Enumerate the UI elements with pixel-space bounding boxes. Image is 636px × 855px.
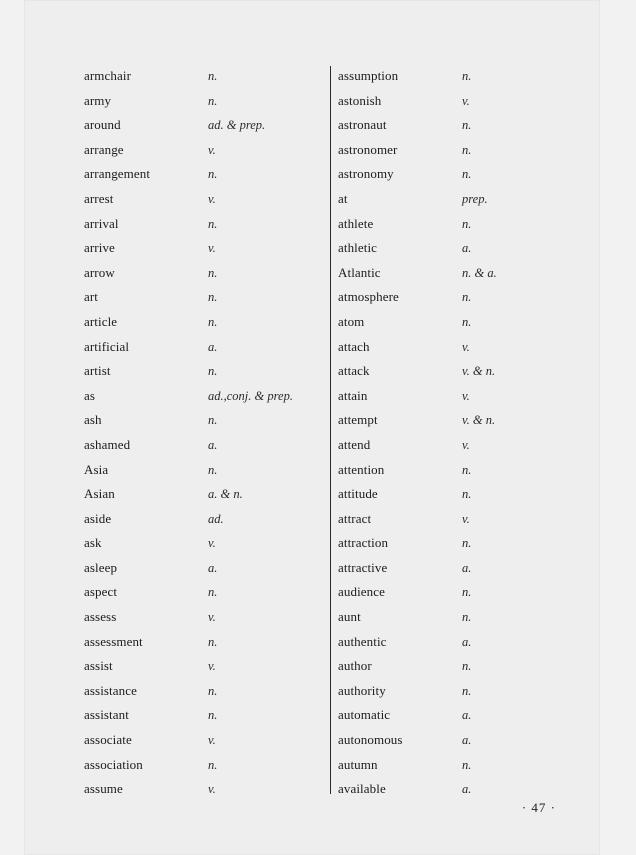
- word-entry: [338, 187, 588, 212]
- word-entry: [84, 187, 334, 212]
- headword: army: [84, 92, 112, 108]
- word-entry: [84, 162, 334, 187]
- part-of-speech: n.: [462, 69, 472, 83]
- word-entry: [84, 507, 334, 532]
- part-of-speech: n.: [462, 487, 472, 502]
- word-entry: [338, 212, 588, 237]
- part-of-speech: prep.: [462, 191, 488, 206]
- part-of-speech: ad.,conj. & prep.: [208, 388, 293, 403]
- headword: arrow: [84, 264, 115, 280]
- word-entry: [338, 335, 588, 360]
- word-entry: [84, 89, 334, 114]
- headword: autonomous: [338, 732, 403, 748]
- part-of-speech: n.: [208, 364, 218, 379]
- word-entry: [338, 458, 588, 483]
- part-of-speech: n.: [208, 167, 218, 182]
- headword: assessment: [84, 633, 143, 649]
- part-of-speech: n. & a.: [462, 265, 497, 280]
- word-entry: [338, 113, 588, 138]
- part-of-speech: v.: [462, 93, 470, 108]
- word-entry: [84, 408, 334, 433]
- word-entry: [338, 531, 588, 556]
- headword: ask: [84, 535, 102, 551]
- headword: astronaut: [338, 117, 387, 133]
- part-of-speech: n.: [462, 683, 472, 698]
- part-of-speech: n.: [462, 585, 472, 600]
- word-entry: [84, 753, 334, 778]
- word-entry: [84, 458, 334, 483]
- word-entry: [338, 408, 588, 433]
- word-entry: [338, 162, 588, 187]
- part-of-speech: a.: [208, 339, 218, 354]
- headword: attention: [338, 461, 385, 477]
- headword: article: [84, 313, 118, 329]
- word-entry: [84, 728, 334, 753]
- part-of-speech: a.: [462, 241, 472, 256]
- headword: artificial: [84, 338, 130, 354]
- word-entry: [338, 753, 588, 778]
- headword: Atlantic: [338, 264, 381, 280]
- headword: around: [84, 117, 121, 133]
- word-entry: [84, 384, 334, 409]
- word-entry: [338, 285, 588, 310]
- headword: assistant: [84, 707, 129, 723]
- part-of-speech: n.: [208, 290, 218, 305]
- part-of-speech: v.: [208, 610, 216, 625]
- headword: associate: [84, 732, 132, 748]
- headword: astronomy: [338, 166, 394, 182]
- headword: aside: [84, 510, 112, 526]
- word-entry: [338, 261, 588, 286]
- part-of-speech: n.: [208, 216, 218, 231]
- part-of-speech: n.: [208, 413, 218, 428]
- word-entry: [84, 605, 334, 630]
- headword: arrival: [84, 215, 119, 231]
- headword: automatic: [338, 707, 391, 723]
- headword: armchair: [84, 68, 131, 83]
- headword: aunt: [338, 609, 361, 625]
- part-of-speech: v.: [462, 511, 470, 526]
- headword: assist: [84, 658, 113, 674]
- part-of-speech: v.: [208, 241, 216, 256]
- word-entry: [84, 531, 334, 556]
- headword: authentic: [338, 633, 387, 649]
- headword: attractive: [338, 559, 388, 575]
- headword: athletic: [338, 240, 378, 256]
- word-entry: [338, 605, 588, 630]
- word-entry: [338, 89, 588, 114]
- headword: asleep: [84, 559, 118, 575]
- part-of-speech: v.: [208, 782, 216, 797]
- part-of-speech: v. & n.: [462, 364, 496, 379]
- part-of-speech: v.: [208, 733, 216, 748]
- headword: aspect: [84, 584, 118, 600]
- word-entry: [84, 777, 334, 802]
- part-of-speech: a.: [462, 634, 472, 649]
- part-of-speech: n.: [462, 216, 472, 231]
- word-entry: [84, 556, 334, 581]
- part-of-speech: n.: [208, 585, 218, 600]
- word-list-right: [338, 64, 588, 802]
- headword: ashamed: [84, 436, 131, 452]
- word-entry: [84, 261, 334, 286]
- part-of-speech: v.: [208, 659, 216, 674]
- word-entry: [84, 138, 334, 163]
- word-entry: [84, 310, 334, 335]
- part-of-speech: n.: [462, 167, 472, 182]
- word-entry: [338, 64, 588, 89]
- word-entry: [84, 703, 334, 728]
- word-entry: [84, 335, 334, 360]
- word-entry: [338, 777, 588, 802]
- part-of-speech: n.: [208, 757, 218, 772]
- word-entry: [84, 580, 334, 605]
- headword: attack: [338, 363, 370, 379]
- word-entry: [84, 433, 334, 458]
- part-of-speech: n.: [208, 69, 218, 83]
- word-list-left: [84, 64, 334, 802]
- word-entry: [338, 384, 588, 409]
- part-of-speech: n.: [208, 93, 218, 108]
- part-of-speech: v.: [462, 388, 470, 403]
- part-of-speech: v. & n.: [462, 413, 496, 428]
- word-entry: [338, 310, 588, 335]
- headword: available: [338, 781, 386, 797]
- word-entry: [338, 654, 588, 679]
- headword: autumn: [338, 756, 378, 772]
- word-entry: [338, 703, 588, 728]
- word-entry: [84, 630, 334, 655]
- part-of-speech: n.: [208, 314, 218, 329]
- word-entry: [84, 654, 334, 679]
- headword: association: [84, 756, 143, 772]
- part-of-speech: n.: [462, 142, 472, 157]
- headword: astonish: [338, 92, 382, 108]
- part-of-speech: n.: [462, 536, 472, 551]
- headword: astronomer: [338, 141, 398, 157]
- headword: authority: [338, 682, 386, 698]
- headword: assess: [84, 609, 117, 625]
- part-of-speech: a.: [462, 560, 472, 575]
- part-of-speech: v.: [208, 142, 216, 157]
- headword: attempt: [338, 412, 378, 428]
- word-entry: [338, 507, 588, 532]
- part-of-speech: n.: [462, 462, 472, 477]
- headword: attach: [338, 338, 370, 354]
- headword: arrest: [84, 190, 114, 206]
- part-of-speech: n.: [462, 659, 472, 674]
- word-entry: [338, 359, 588, 384]
- part-of-speech: n.: [208, 265, 218, 280]
- word-entry: [84, 212, 334, 237]
- word-entry: [338, 556, 588, 581]
- headword: ash: [84, 412, 102, 428]
- headword: at: [338, 190, 348, 206]
- part-of-speech: ad.: [208, 511, 224, 526]
- headword: artist: [84, 363, 111, 379]
- part-of-speech: v.: [208, 536, 216, 551]
- headword: atmosphere: [338, 289, 399, 305]
- headword: audience: [338, 584, 385, 600]
- headword: attitude: [338, 486, 378, 502]
- column-divider: [330, 66, 331, 794]
- part-of-speech: n.: [462, 610, 472, 625]
- dictionary-page: [24, 0, 600, 855]
- headword: author: [338, 658, 372, 674]
- headword: attraction: [338, 535, 389, 551]
- part-of-speech: a.: [208, 437, 218, 452]
- word-entry: [338, 728, 588, 753]
- headword: Asian: [84, 486, 115, 502]
- headword: Asia: [84, 461, 109, 477]
- part-of-speech: a. & n.: [208, 487, 243, 502]
- part-of-speech: n.: [208, 462, 218, 477]
- part-of-speech: v.: [208, 191, 216, 206]
- headword: assume: [84, 781, 123, 797]
- word-entry: [338, 580, 588, 605]
- headword: art: [84, 289, 99, 305]
- word-entry: [338, 630, 588, 655]
- part-of-speech: ad. & prep.: [208, 118, 266, 133]
- part-of-speech: v.: [462, 339, 470, 354]
- headword: atom: [338, 313, 365, 329]
- word-entry: [84, 236, 334, 261]
- part-of-speech: a.: [208, 560, 218, 575]
- page-number: · 47 ·: [521, 800, 556, 815]
- part-of-speech: n.: [208, 634, 218, 649]
- part-of-speech: n.: [462, 314, 472, 329]
- headword: attain: [338, 387, 368, 403]
- word-entry: [338, 679, 588, 704]
- word-entry: [84, 679, 334, 704]
- headword: attract: [338, 510, 372, 526]
- headword: arrange: [84, 141, 124, 157]
- part-of-speech: a.: [462, 782, 472, 797]
- word-entry: [338, 138, 588, 163]
- headword: arrangement: [84, 166, 151, 182]
- word-entry: [84, 482, 334, 507]
- part-of-speech: v.: [462, 437, 470, 452]
- part-of-speech: n.: [208, 683, 218, 698]
- word-entry: [338, 236, 588, 261]
- headword: arrive: [84, 240, 115, 256]
- part-of-speech: a.: [462, 733, 472, 748]
- headword: athlete: [338, 215, 374, 231]
- word-entry: [338, 433, 588, 458]
- part-of-speech: a.: [462, 708, 472, 723]
- word-entry: [84, 285, 334, 310]
- word-entry: [338, 482, 588, 507]
- headword: attend: [338, 436, 371, 452]
- word-entry: [84, 359, 334, 384]
- word-entry: [84, 113, 334, 138]
- part-of-speech: n.: [462, 118, 472, 133]
- part-of-speech: n.: [462, 757, 472, 772]
- headword: assumption: [338, 68, 399, 83]
- part-of-speech: n.: [208, 708, 218, 723]
- part-of-speech: n.: [462, 290, 472, 305]
- headword: assistance: [84, 682, 137, 698]
- word-entry: [84, 64, 334, 89]
- headword: as: [84, 387, 96, 403]
